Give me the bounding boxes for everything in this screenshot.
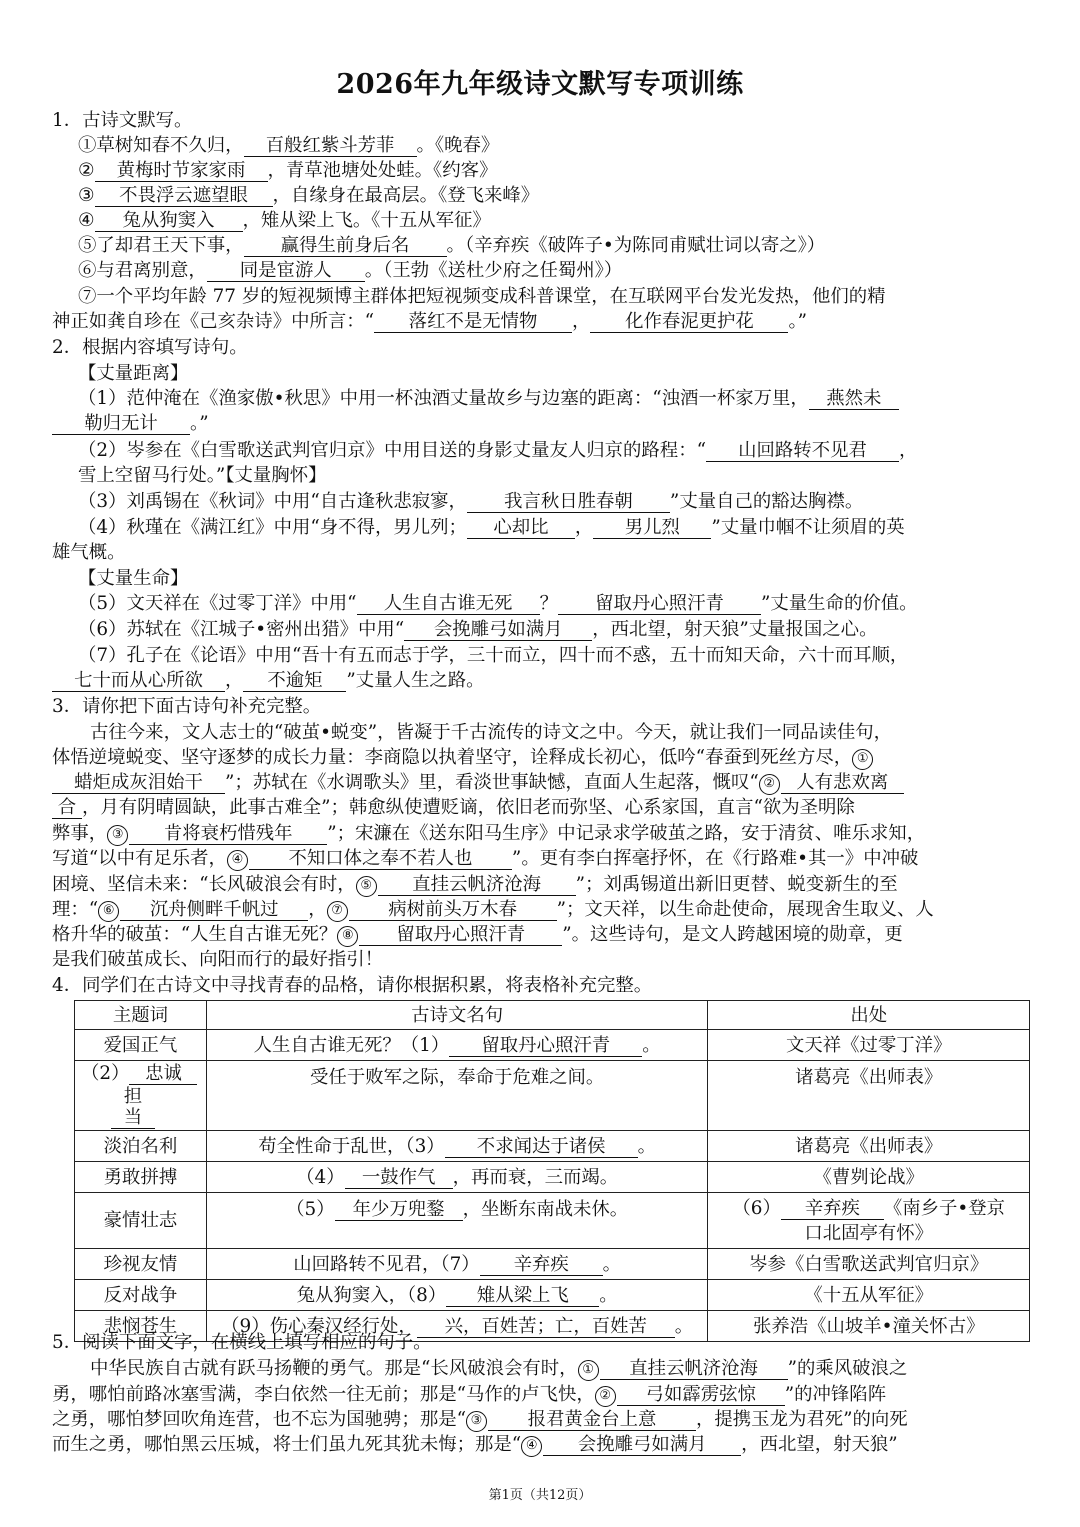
answer-blank: 年少万兜鍪 <box>335 1199 463 1221</box>
answer-blank: 山回路转不见君 <box>706 440 899 462</box>
q3-line-10: 是我们破茧成长、向阳而行的最好指引！ <box>52 949 384 970</box>
q5-line-1: 中华民族自古就有跃马扬鞭的勇气。那是“长风破浪会有时， ① 直挂云帆济沧海 ”的乘风破浪之 <box>90 1358 908 1379</box>
answer-blank: 辛弃疾 <box>781 1198 884 1220</box>
q3-line-4: 合 ，月有阴晴圆缺，此事古难全”；韩愈纵使遭贬谪，依旧老而弥坚、心系家国，直言“欲为圣明除 <box>52 795 1032 820</box>
answer-blank: 留取丹心照汗青 <box>449 1035 642 1057</box>
answer-blank: 不知口体之奉不若人也 <box>249 848 512 870</box>
q2-heading: 2．根据内容填写诗句。 <box>52 337 248 358</box>
q2-item-5: （5）文天祥在《过零丁洋》中用“ 人生自古谁无死 ？ 留取丹心照汗青 ”丈量生命的价值。 <box>78 593 918 614</box>
answer-blank: 人有悲欢离 <box>781 772 904 794</box>
answer-blank: 雉从梁上飞 <box>446 1285 599 1307</box>
q3-line-7: 困境、坚信未来：“长风破浪会有时， ⑤ 直挂云帆济沧海 ”；刘禹锡道出新旧更替、蜕变新生的至 <box>52 874 898 895</box>
page-number: 第1页（共12页） <box>488 1488 592 1503</box>
q2-item-2-line2: 雪上空留马行处。”【丈量胸怀】 <box>78 465 327 486</box>
table-header: 主题词 <box>75 1001 207 1030</box>
answer-blank: 留取丹心照汗青 <box>558 593 761 615</box>
q1-item-1: ①草树知春不久归， 百般红紫斗芳菲 。《晚春》 <box>78 135 500 156</box>
answer-blank: 会挽雕弓如满月 <box>543 1434 741 1456</box>
table-header-row <box>75 1001 1030 1030</box>
answer-blank: 人生自古谁无死 <box>357 593 540 615</box>
table-row: 珍视友情 山回路转不见君，（7） 辛弃疾 。 岑参《白雪歌送武判官归京》 <box>75 1249 1030 1280</box>
answer-blank: 百般红紫斗芳菲 <box>244 135 417 157</box>
table-row: 反对战争 兔从狗窦入，（8） 雉从梁上飞 。 《十五从军征》 <box>75 1280 1030 1311</box>
q5-line-4: 而生之勇，哪怕黑云压城，将士们虽九死其犹未悔；那是“ ④ 会挽雕弓如满月 ，西北望，射天狼” <box>52 1434 898 1455</box>
answer-blank: 心却比 <box>467 517 575 539</box>
q1-item-2: ② 黄梅时节家家雨 ，青草池塘处处蛙。《约客》 <box>78 160 498 181</box>
q1-item-5: ⑤了却君王天下事， 赢得生前身后名 。（辛弃疾《破阵子•为陈同甫赋壮词以寄之》） <box>78 235 826 256</box>
answer-blank: 七十而从心所欲 <box>52 670 225 692</box>
q2-item-1-line2: 勒归无计 。” <box>52 411 1032 436</box>
answer-blank: 直挂云帆济沧海 <box>600 1358 788 1380</box>
answer-blank: 男儿烈 <box>593 517 711 539</box>
answer-blank: 弓如霹雳弦惊 <box>617 1384 785 1406</box>
q1-item-4: ④ 兔从狗窦入 ，雉从梁上飞。《十五从军征》 <box>78 210 491 231</box>
q2-item-7-line2: 七十而从心所欲 ， 不逾矩 ”丈量人生之路。 <box>52 668 1032 693</box>
answer-blank: 一鼓作气 <box>345 1167 453 1189</box>
answer-blank: 同是宦游人 <box>207 260 365 282</box>
answer-blank: 黄梅时节家家雨 <box>95 160 268 182</box>
q2-item-7-line1: （7）孔子在《论语》中用“吾十有五而志于学，三十而立，四十而不惑，五十而知天命，六十而耳顺， <box>78 645 909 666</box>
q5-line-2: 勇，哪怕前路冰塞雪满，李白依然一往无前；那是“马作的卢飞快， ② 弓如霹雳弦惊 ”的冲锋陷阵 <box>52 1384 887 1405</box>
table-row: （2） 忠诚 担当 受任于败军之际，奉命于危难之间。 诸葛亮《出师表》 <box>75 1061 1030 1131</box>
answer-blank: 忠诚 <box>129 1063 197 1085</box>
answer-blank: 勒归无计 <box>52 413 190 435</box>
answer-blank: 直挂云帆济沧海 <box>378 874 576 896</box>
answer-blank: 我言秋日胜春朝 <box>467 491 670 513</box>
qualities-table <box>74 1000 1030 1342</box>
q5-heading: 5．阅读下面文字，在横线上填写相应的句子。 <box>52 1332 432 1353</box>
q3-line-8: 理：“ ⑥ 沉舟侧畔千帆过 ， ⑦ 病树前头万木春 ”；文天祥，以生命赴使命，展现舍生取义、人 <box>52 899 934 920</box>
q1-item-7-line2: 神正如龚自珍在《己亥杂诗》中所言：“ 落红不是无情物 ， 化作春泥更护花 。” <box>52 311 808 332</box>
page-title: 2026年九年级诗文默写专项训练 <box>336 69 744 100</box>
q3-line-5: 弊事， ③ 肯将衰朽惜残年 ”；宋濂在《送东阳马生序》中记录求学破茧之路，安于清贫、唯乐求知， <box>52 823 926 844</box>
answer-blank: 化作春泥更护花 <box>590 311 788 333</box>
answer-blank: 不逾矩 <box>243 670 346 692</box>
answer-blank: 会挽雕弓如满月 <box>404 619 592 641</box>
q2-item-2-line1: （2）岑参在《白雪歌送武判官归京》中用目送的身影丈量友人归京的路程：“ 山回路转不见君 ， <box>78 440 918 461</box>
section-label-distance: 【丈量距离】 <box>78 363 189 384</box>
answer-blank: 报君黄金台上意 <box>488 1409 696 1431</box>
q2-item-1-line1: （1）范仲淹在《渔家傲•秋思》中用一杯浊酒丈量故乡与边塞的距离：“浊酒一杯家万里， 燕然未 <box>78 386 1058 411</box>
q4-heading: 4．同学们在古诗文中寻找青春的品格，请你根据积累，将表格补充完整。 <box>52 975 653 996</box>
answer-blank: 落红不是无情物 <box>374 311 572 333</box>
q5-line-3: 之勇，哪怕梦回吹角连营，也不忘为国驰骋；那是“ ③ 报君黄金台上意 ，提携玉龙为君死”的向死 <box>52 1409 908 1430</box>
answer-blank: 担当 <box>111 1086 155 1129</box>
table-row: 爱国正气 人生自古谁无死？（1） 留取丹心照汗青 。 文天祥《过零丁洋》 <box>75 1030 1030 1061</box>
q3-line-6: 写道“以中有足乐者， ④ 不知口体之奉不若人也 ”。更有李白挥毫抒怀，在《行路难•其一》中冲破 <box>52 848 919 869</box>
answer-blank: 兔从狗窦入 <box>95 210 243 232</box>
answer-blank: 燕然未 <box>809 388 899 410</box>
q1-item-7-line1: ⑦一个平均年龄 77 岁的短视频博主群体把短视频变成科普课堂，在互联网平台发光发热，他们的精 <box>78 286 886 307</box>
answer-blank: 肯将衰朽惜残年 <box>129 823 327 845</box>
answer-blank: 辛弃疾 <box>480 1254 603 1276</box>
answer-blank: 合 <box>52 797 82 819</box>
q2-item-4-line1: （4）秋瑾在《满江红》中用“身不得，男儿列； 心却比 ， 男儿烈 ”丈量巾帼不让须眉的英 <box>78 517 905 538</box>
q3-line-3: 蜡炬成灰泪始干 ”；苏轼在《水调歌头》里，看淡世事缺憾，直面人生起落，慨叹“ ② 人有悲欢离 <box>52 770 1032 795</box>
q2-item-3: （3）刘禹锡在《秋词》中用“自古逢秋悲寂寥， 我言秋日胜春朝 ”丈量自己的豁达胸襟。 <box>78 491 864 512</box>
table-row: 勇敢拼搏 （4） 一鼓作气 ，再而衰，三而竭。 《曹刿论战》 <box>75 1162 1030 1193</box>
q2-item-4-line2: 雄气概。 <box>52 542 126 563</box>
answer-blank: 兴，百姓苦；亡，百姓苦 <box>417 1316 675 1338</box>
table-row: 豪情壮志 （5） 年少万兜鍪 ，坐断东南战未休。 （6） 辛弃疾 《南乡子•登京 口北固亭有怀》 <box>75 1193 1030 1249</box>
q2-item-6: （6）苏轼在《江城子•密州出猎》中用“ 会挽雕弓如满月 ，西北望，射天狼”丈量报国之心。 <box>78 619 878 640</box>
answer-blank: 病树前头万木春 <box>349 899 557 921</box>
q1-heading: 1．古诗文默写。 <box>52 110 193 131</box>
q3-line-9: 格升华的破茧：“人生自古谁无死？ ⑧ 留取丹心照汗青 ”。这些诗句，是文人跨越困境的勋章，更 <box>52 924 903 945</box>
answer-blank: 蜡炬成灰泪始干 <box>52 772 225 794</box>
answer-blank: 不畏浮云遮望眼 <box>95 185 273 207</box>
answer-blank: 留取丹心照汗青 <box>359 924 562 946</box>
q3-line-1: 古往今来，文人志士的“破茧•蜕变”，皆凝于千古流传的诗文之中。今天，就让我们一同品读佳句， <box>90 722 893 743</box>
answer-blank: 赢得生前身后名 <box>244 235 447 257</box>
q3-heading: 3．请你把下面古诗句补充完整。 <box>52 696 322 717</box>
table-row: 悲悯苍生 （9）伤心秦汉经行处， 兴，百姓苦；亡，百姓苦 。 张养浩《山坡羊•潼关怀古》 <box>75 1311 1030 1342</box>
answer-blank: 不求闻达于诸侯 <box>445 1136 638 1158</box>
q1-item-3: ③ 不畏浮云遮望眼 ，自缘身在最高层。《登飞来峰》 <box>78 185 540 206</box>
answer-blank: 沉舟侧畔千帆过 <box>120 899 308 921</box>
table-header: 古诗文名句 <box>206 1001 708 1030</box>
table-row: 淡泊名利 苟全性命于乱世，（3） 不求闻达于诸侯 。 诸葛亮《出师表》 <box>75 1131 1030 1162</box>
section-label-life: 【丈量生命】 <box>78 568 189 589</box>
q3-line-2: 体悟逆境蜕变、坚守逐梦的成长力量：李商隐以执着坚守，诠释成长初心，低吟“春蚕到死丝方尽， ① <box>52 745 1032 770</box>
table-header: 出处 <box>708 1001 1030 1030</box>
q1-item-6: ⑥与君离别意， 同是宦游人 。（王勃《送杜少府之任蜀州》） <box>78 260 623 281</box>
